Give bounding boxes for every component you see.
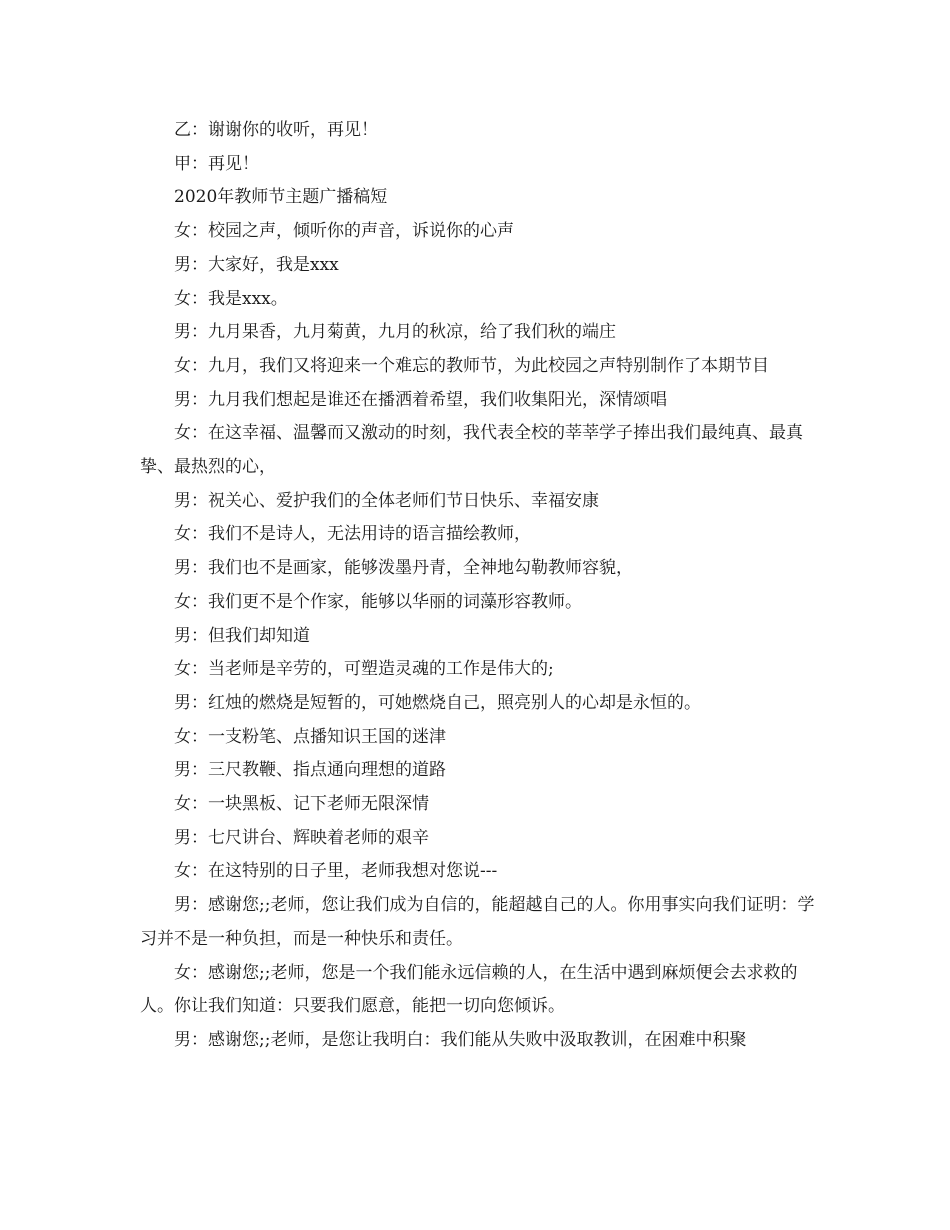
document-body xyxy=(140,114,830,1058)
paragraph: 女：九月，我们又将迎来一个难忘的教师节，为此校园之声特别制作了本期节目 xyxy=(174,355,769,376)
paragraph: 男：我们也不是画家，能够泼墨丹青，全神地勾勒教师容貌， xyxy=(174,558,633,579)
paragraph: 男：大家好，我是xxx xyxy=(174,254,339,275)
paragraph: 女：我们不是诗人，无法用诗的语言描绘教师， xyxy=(174,524,531,545)
paragraph: 男：红烛的燃烧是短暂的，可她燃烧自己，照亮别人的心却是永恒的。 xyxy=(174,692,701,713)
paragraph: 男：感谢您;;老师，您让我们成为自信的，能超越自己的人。你用事实向我们证明：学习并不是一种负担，而是一种快乐和责任。 xyxy=(140,895,815,949)
paragraph: 男：但我们却知道 xyxy=(174,625,310,646)
paragraph: 男：七尺讲台、辉映着老师的艰辛 xyxy=(174,827,429,848)
section-heading: 2020年教师节主题广播稿短 xyxy=(174,187,388,208)
paragraph: 女：一支粉笔、点播知识王国的迷津 xyxy=(174,726,446,747)
paragraph: 女：当老师是辛劳的，可塑造灵魂的工作是伟大的; xyxy=(174,659,554,680)
paragraph: 乙：谢谢你的收听，再见！ xyxy=(174,120,378,140)
paragraph: 男：三尺教鞭、指点通向理想的道路 xyxy=(174,760,446,781)
paragraph: 男：九月我们想起是谁还在播洒着希望，我们收集阳光，深情颂唱 xyxy=(174,389,667,410)
paragraph: 女：我是xxx。 xyxy=(174,288,288,309)
paragraph: 甲：再见！ xyxy=(174,153,259,174)
paragraph: 男：九月果香，九月菊黄，九月的秋凉，给了我们秋的端庄 xyxy=(174,322,616,343)
paragraph: 女：校园之声，倾听你的声音，诉说你的心声 xyxy=(174,221,514,242)
paragraph: 女：在这特别的日子里，老师我想对您说--- xyxy=(174,861,498,882)
paragraph: 男：感谢您;;老师，是您让我明白：我们能从失败中汲取教训，在困难中积聚 xyxy=(174,1029,747,1050)
paragraph: 女：感谢您;;老师，您是一个我们能永远信赖的人，在生活中遇到麻烦便会去求救的人。你让我们知道：只要我们愿意，能把一切向您倾诉。 xyxy=(140,962,798,1017)
paragraph: 女：我们更不是个作家，能够以华丽的词藻形容教师。 xyxy=(174,591,582,612)
paragraph: 女：在这幸福、温馨而又激动的时刻，我代表全校的莘莘学子捧出我们最纯真、最真挚、最热烈的心， xyxy=(140,423,803,478)
paragraph: 男：祝关心、爱护我们的全体老师们节日快乐、幸福安康 xyxy=(174,490,599,511)
paragraph: 女：一块黑板、记下老师无限深情 xyxy=(174,794,429,815)
